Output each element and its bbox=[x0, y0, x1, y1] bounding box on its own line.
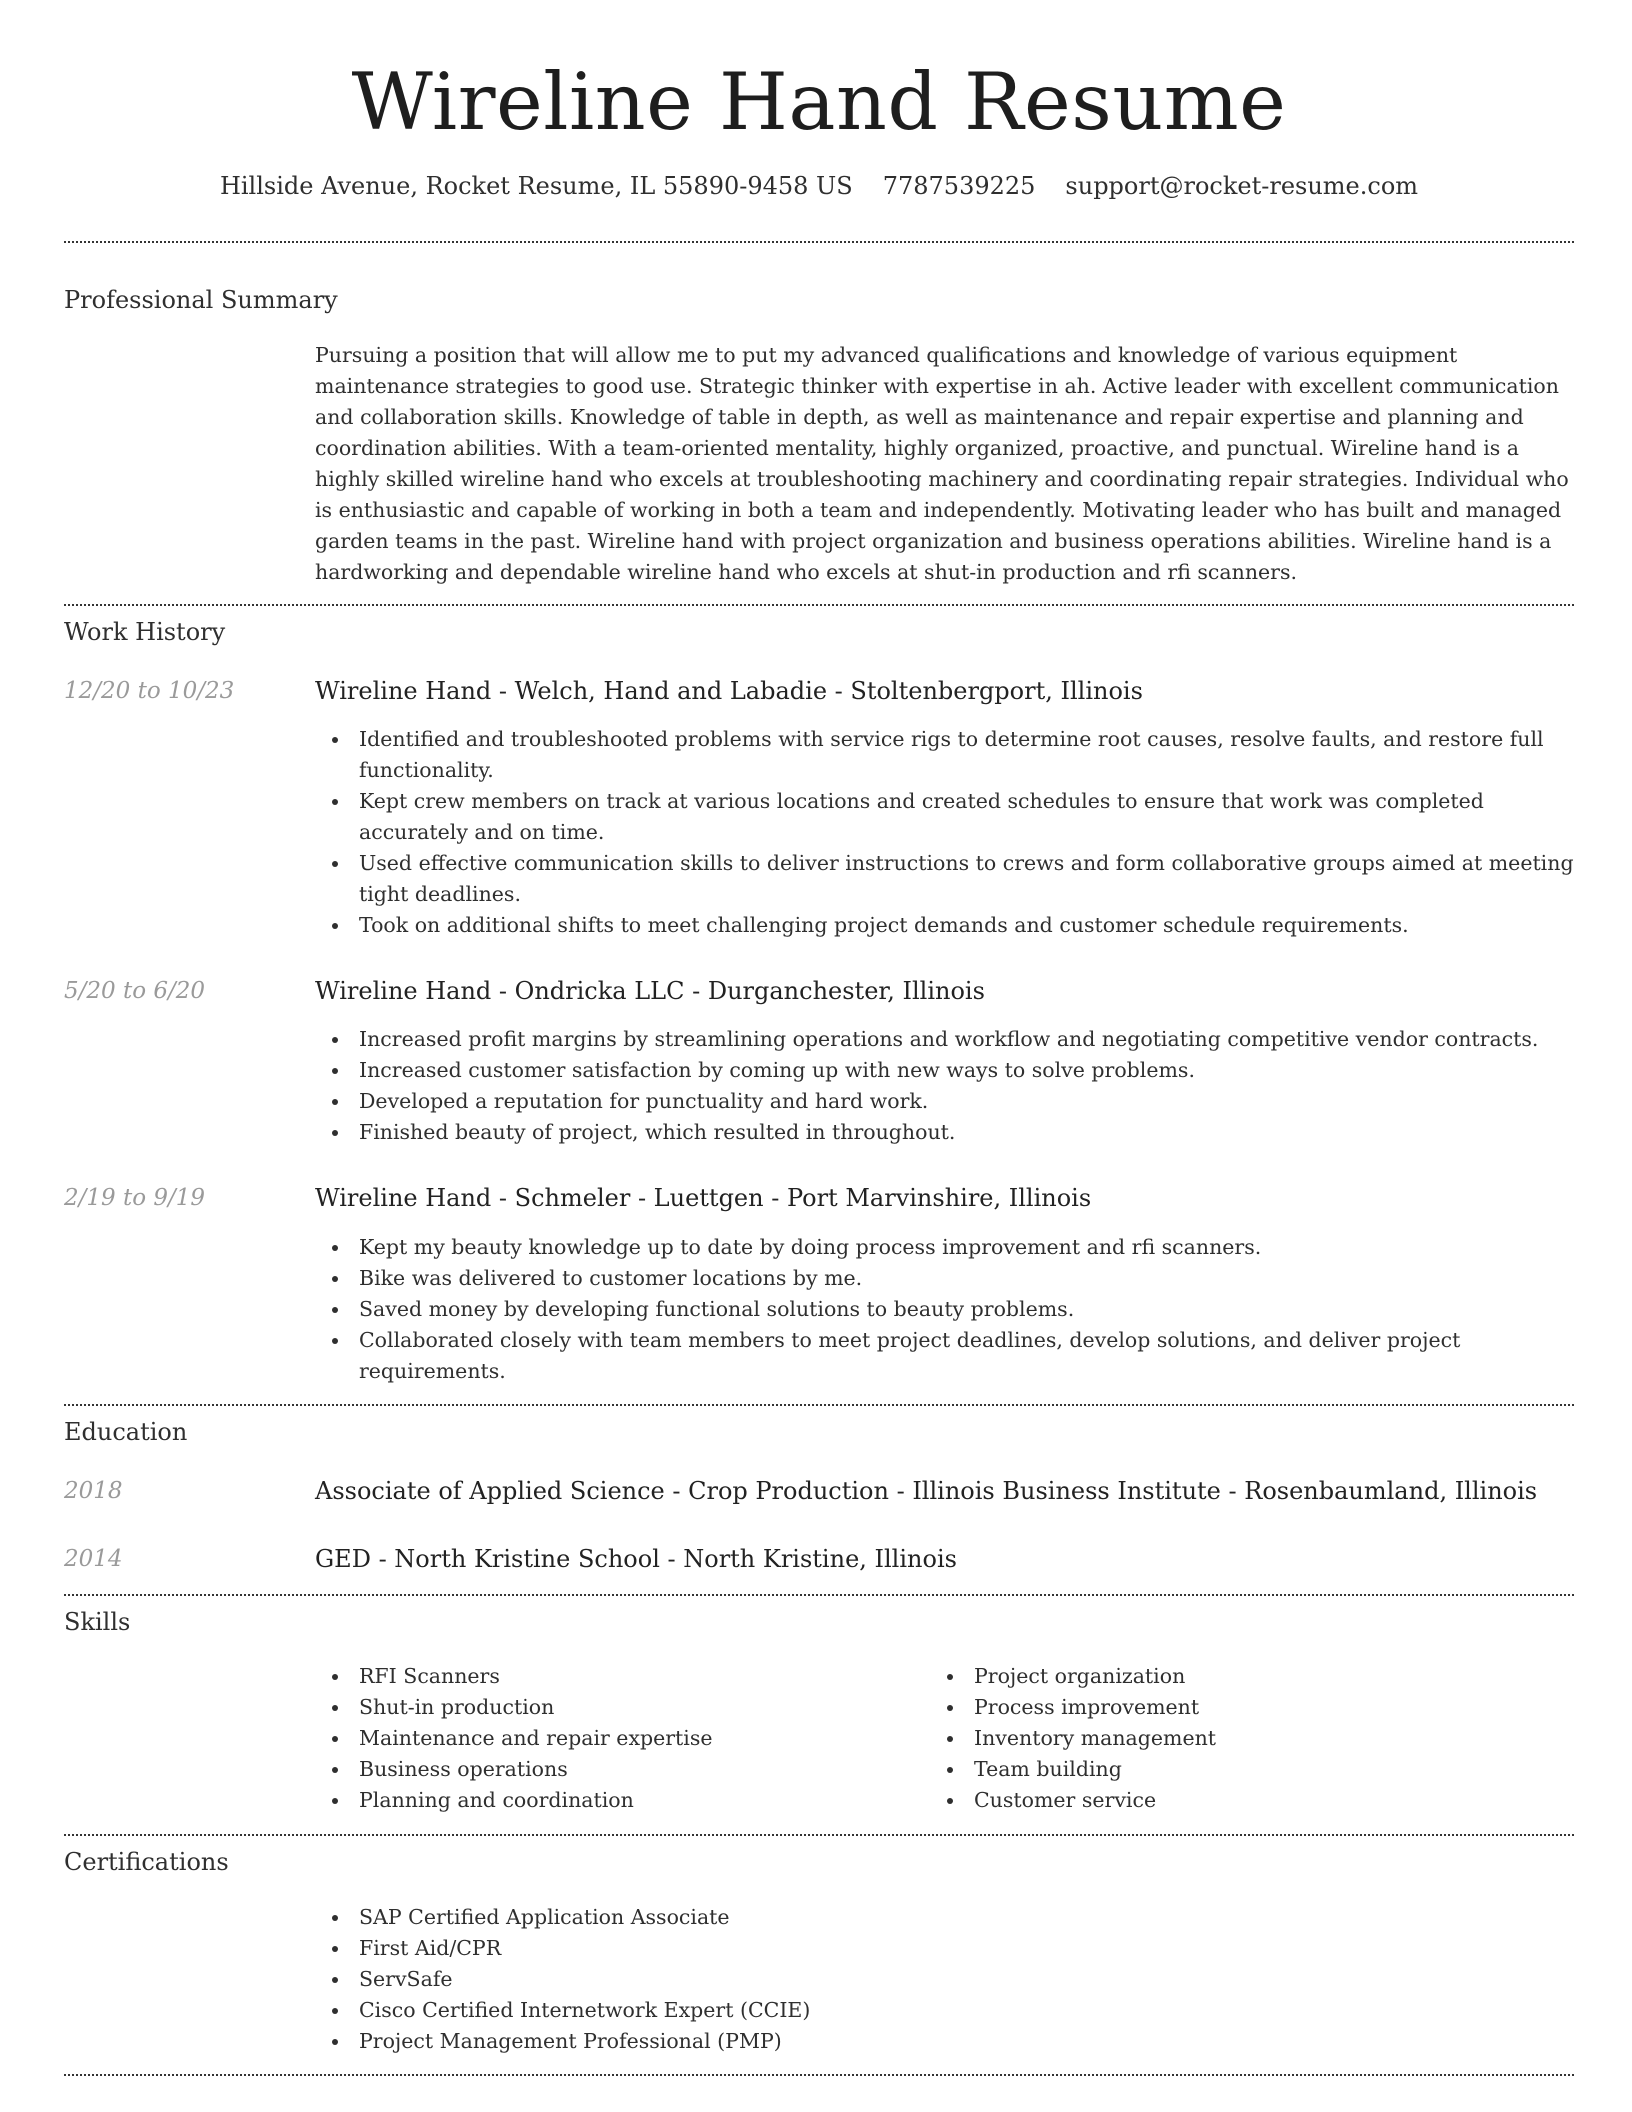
divider bbox=[64, 241, 1574, 243]
divider bbox=[64, 604, 1574, 606]
education-heading: Associate of Applied Science - Crop Production - Illinois Business Institute - Rosenbaumland, Illinois bbox=[315, 1477, 1538, 1505]
list-item: Business operations bbox=[315, 1754, 915, 1785]
contact-address: Hillside Avenue, Rocket Resume, IL 55890-9458 US bbox=[219, 172, 853, 200]
list-item: Planning and coordination bbox=[315, 1785, 915, 1816]
list-item: Team building bbox=[930, 1754, 1530, 1785]
job-bullets bbox=[315, 724, 1575, 941]
list-item: Customer service bbox=[930, 1785, 1530, 1816]
list-item: ServSafe bbox=[315, 1964, 1575, 1995]
skills-list-right bbox=[930, 1661, 1530, 1816]
list-item: Used effective communication skills to deliver instructions to crews and form collaborative groups aimed at meeting tight deadlines. bbox=[315, 848, 1575, 910]
list-item: Shut-in production bbox=[315, 1692, 915, 1723]
job-dates: 12/20 to 10/23 bbox=[64, 678, 235, 704]
section-title-education: Education bbox=[64, 1418, 188, 1446]
divider bbox=[64, 1404, 1574, 1406]
list-item: Project organization bbox=[930, 1661, 1530, 1692]
list-item: SAP Certified Application Associate bbox=[315, 1902, 1575, 1933]
job-dates: 5/20 to 6/20 bbox=[64, 978, 206, 1004]
education-heading: GED - North Kristine School - North Kristine, Illinois bbox=[315, 1545, 957, 1573]
contact-phone: 7787539225 bbox=[882, 172, 1036, 200]
divider bbox=[64, 1834, 1574, 1836]
summary-text: Pursuing a position that will allow me to put my advanced qualifications and knowledge of various equipment maintenance strategies to good use. Strategic thinker with expertise in ah. Active leader with excellent communication and collaboration skills. Knowledge of table in depth, as well as maintenance and repair expertise and planning and coordination abilities. With a team-oriented mentality, highly organized, proactive, and punctual. Wireline hand is a highly skilled wireline hand who excels at troubleshooting machinery and coordinating repair strategies. Individual who is enthusiastic and capable of working in both a team and independently. Motivating leader who has built and managed garden teams in the past. Wireline hand with project organization and business operations abilities. Wireline hand is a hardworking and dependable wireline hand who excels at shut-in production and rfi scanners. bbox=[315, 343, 1569, 584]
list-item: Maintenance and repair expertise bbox=[315, 1723, 915, 1754]
list-item: Finished beauty of project, which resulted in throughout. bbox=[315, 1117, 1575, 1148]
resume-page bbox=[64, 0, 1574, 2053]
list-item: Inventory management bbox=[930, 1723, 1530, 1754]
education-year: 2014 bbox=[64, 1546, 123, 1572]
list-item: Increased customer satisfaction by coming up with new ways to solve problems. bbox=[315, 1055, 1575, 1086]
job-heading: Wireline Hand - Ondricka LLC - Durganchester, Illinois bbox=[315, 977, 985, 1005]
list-item: Project Management Professional (PMP) bbox=[315, 2026, 1575, 2057]
list-item: Cisco Certified Internetwork Expert (CCIE) bbox=[315, 1995, 1575, 2026]
list-item: Bike was delivered to customer locations by me. bbox=[315, 1263, 1575, 1294]
list-item: Collaborated closely with team members to meet project deadlines, develop solutions, and deliver project requirements. bbox=[315, 1325, 1575, 1387]
education-year: 2018 bbox=[64, 1478, 123, 1504]
section-title-summary: Professional Summary bbox=[64, 286, 338, 314]
section-title-certifications: Certifications bbox=[64, 1848, 229, 1876]
list-item: Identified and troubleshooted problems with service rigs to determine root causes, resolve faults, and restore full functionality. bbox=[315, 724, 1575, 786]
list-item: Kept my beauty knowledge up to date by doing process improvement and rfi scanners. bbox=[315, 1232, 1575, 1263]
skills-list-left bbox=[315, 1661, 915, 1816]
job-bullets bbox=[315, 1024, 1575, 1148]
divider bbox=[64, 2074, 1574, 2076]
list-item: Kept crew members on track at various locations and created schedules to ensure that work was completed accurately and on time. bbox=[315, 786, 1575, 848]
contact-line bbox=[64, 168, 1574, 204]
list-item: Process improvement bbox=[930, 1692, 1530, 1723]
list-item: First Aid/CPR bbox=[315, 1933, 1575, 1964]
list-item: RFI Scanners bbox=[315, 1661, 915, 1692]
resume-title: Wireline Hand Resume bbox=[351, 56, 1287, 148]
list-item: Developed a reputation for punctuality and hard work. bbox=[315, 1086, 1575, 1117]
divider bbox=[64, 1594, 1574, 1596]
contact-email: support@rocket-resume.com bbox=[1065, 172, 1419, 200]
list-item: Took on additional shifts to meet challenging project demands and customer schedule requirements. bbox=[315, 910, 1575, 941]
job-heading: Wireline Hand - Schmeler - Luettgen - Port Marvinshire, Illinois bbox=[315, 1184, 1092, 1212]
certifications-list bbox=[315, 1902, 1575, 2057]
list-item: Saved money by developing functional solutions to beauty problems. bbox=[315, 1294, 1575, 1325]
list-item: Increased profit margins by streamlining operations and workflow and negotiating competitive vendor contracts. bbox=[315, 1024, 1575, 1055]
job-heading: Wireline Hand - Welch, Hand and Labadie - Stoltenbergport, Illinois bbox=[315, 677, 1143, 705]
job-dates: 2/19 to 9/19 bbox=[64, 1185, 206, 1211]
section-title-skills: Skills bbox=[64, 1608, 131, 1636]
section-title-work: Work History bbox=[64, 618, 226, 646]
job-bullets bbox=[315, 1232, 1575, 1387]
